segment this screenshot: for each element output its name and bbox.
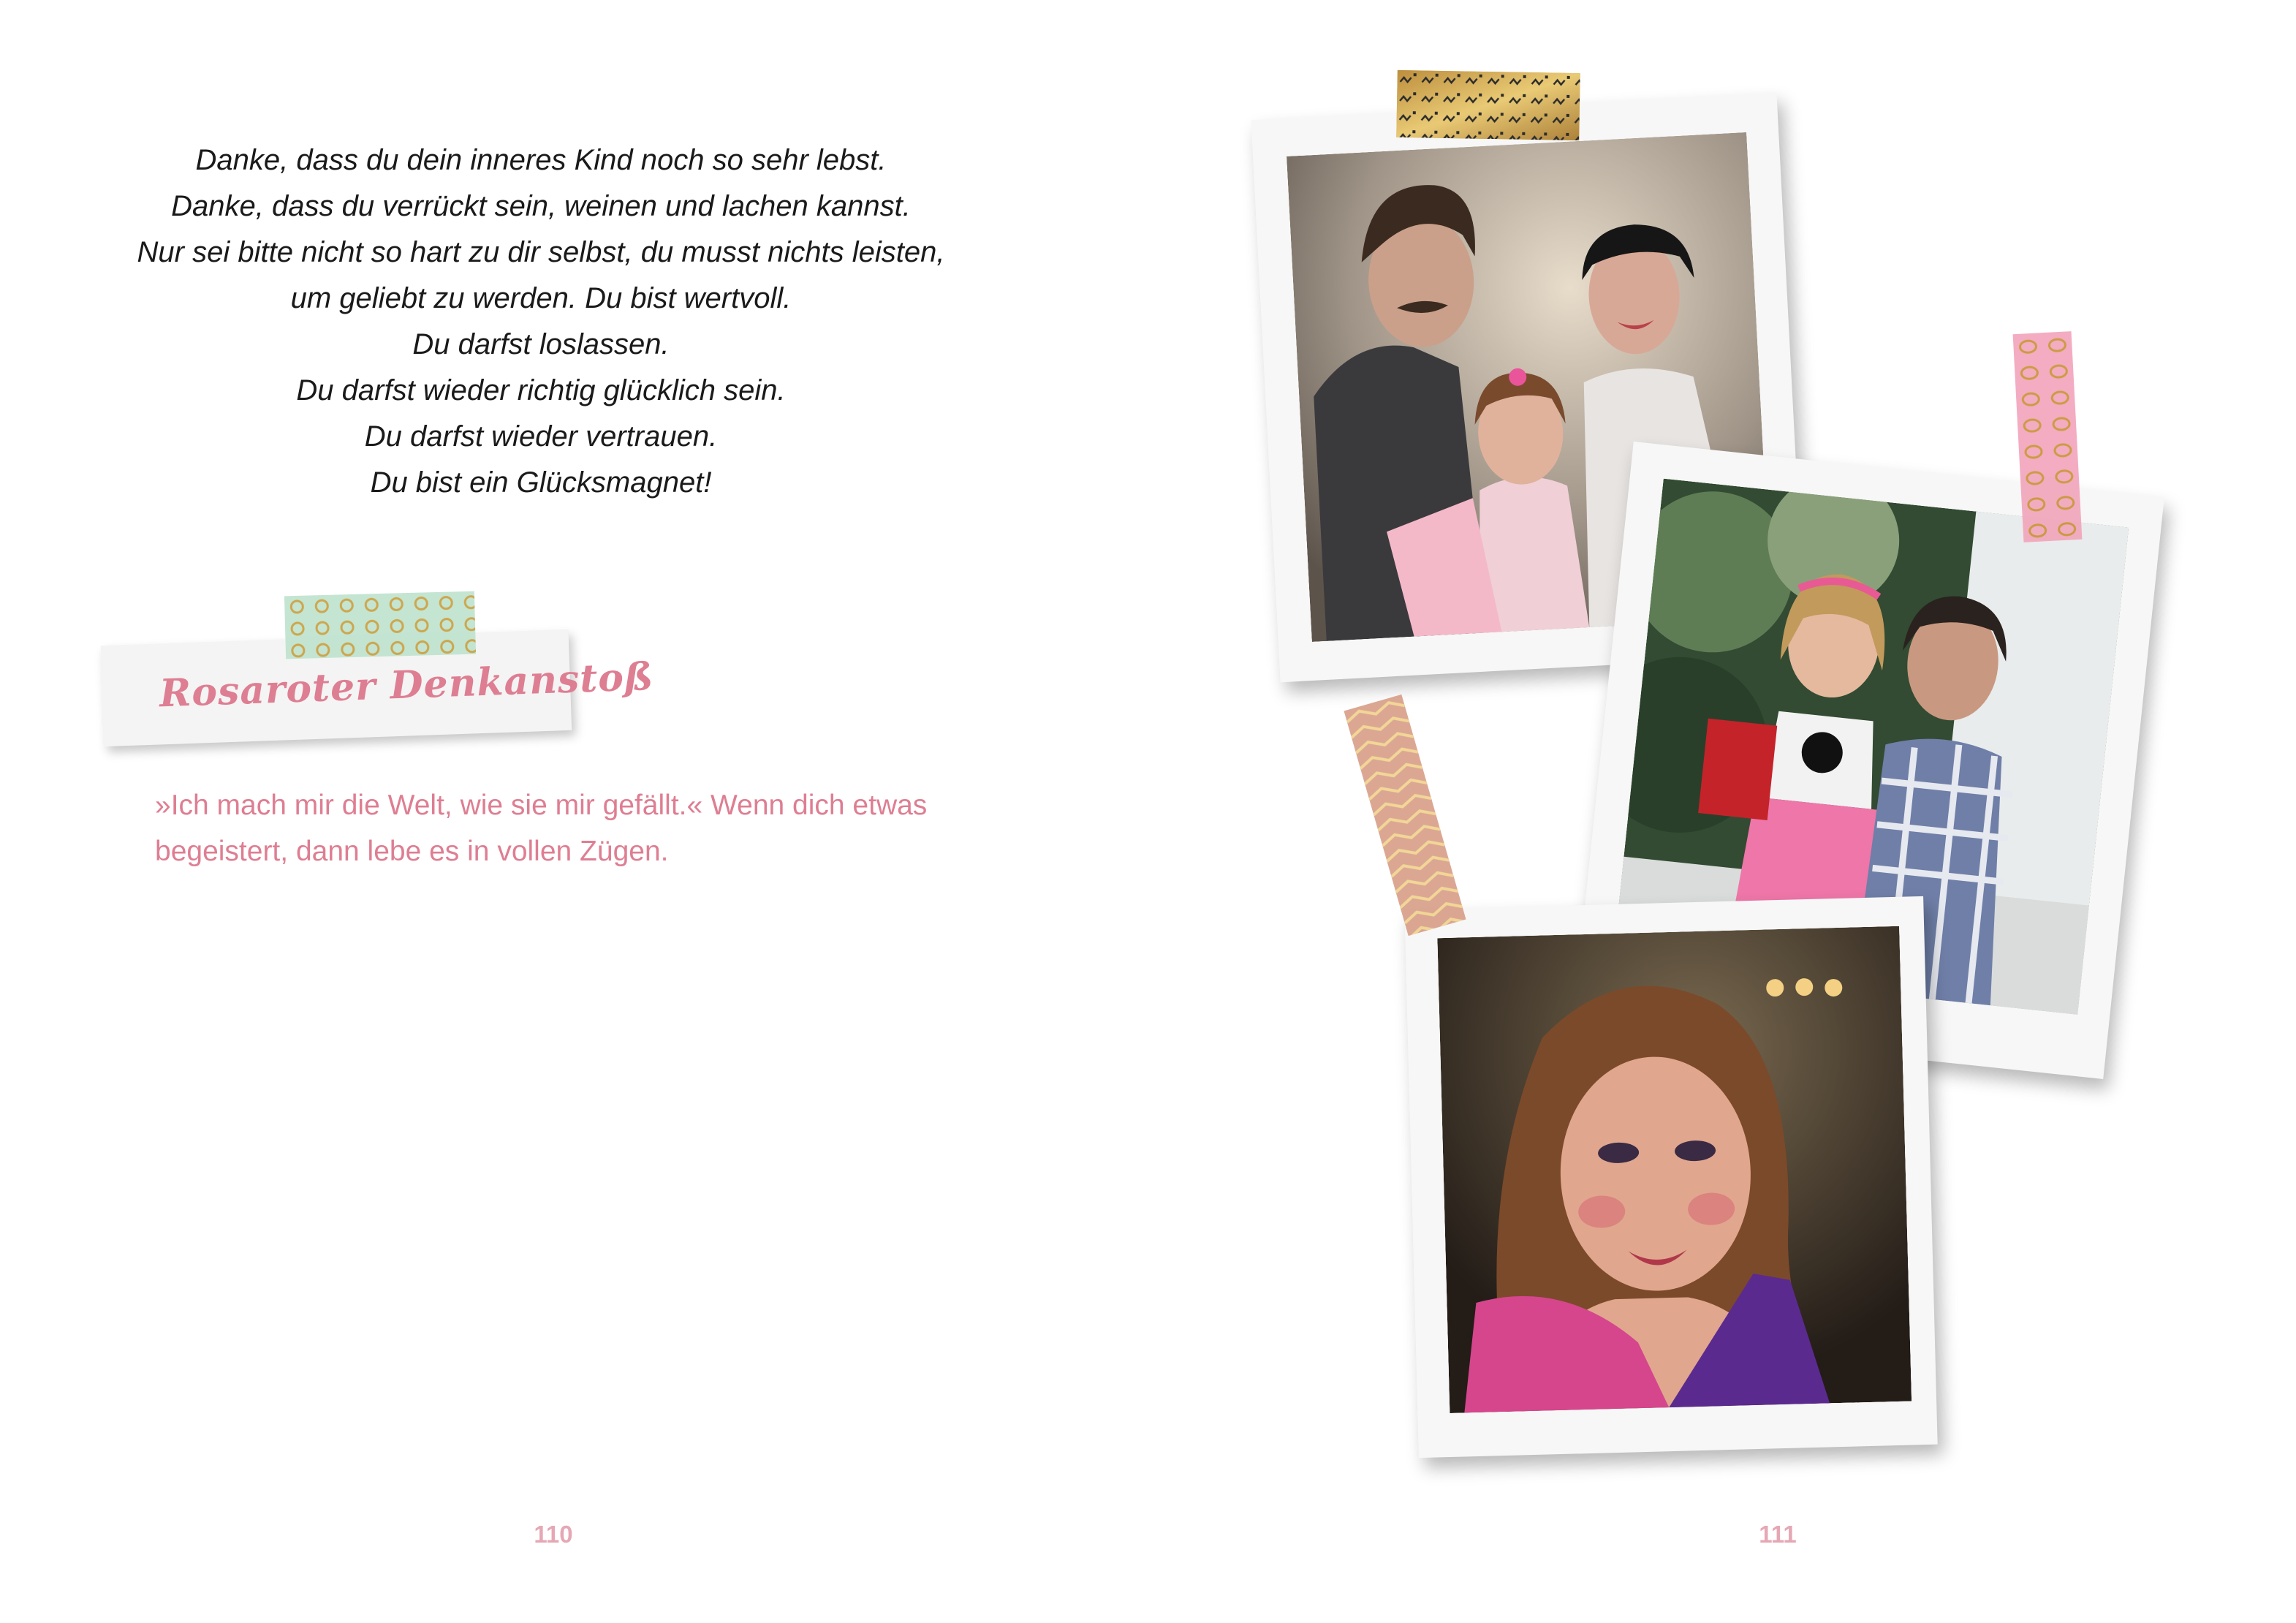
poem-line: Danke, dass du dein inneres Kind noch so sehr lebst.: [195, 144, 887, 176]
poem: [102, 137, 980, 506]
washi-tape-pink: [2013, 331, 2083, 542]
quote-text: [155, 782, 1032, 874]
poem-line: Du darfst wieder vertrauen.: [364, 420, 718, 453]
page-number: 110: [534, 1521, 573, 1548]
quote-line: »Ich mach mir die Welt, wie sie mir gefällt.« Wenn dich etwas: [155, 790, 928, 821]
quote-line: begeistert, dann lebe es in vollen Zügen.: [155, 836, 669, 867]
poem-line: um geliebt zu werden. Du bist wertvoll.: [290, 282, 792, 314]
right-page: [1148, 0, 2296, 1623]
polaroid-costume-portrait: [1404, 896, 1937, 1458]
washi-tape-mint: [284, 591, 476, 659]
poem-line: Danke, dass du verrückt sein, weinen und lachen kannst.: [171, 190, 911, 222]
washi-tape-chevron: [1344, 695, 1466, 936]
costume-photo: [1437, 926, 1912, 1413]
poem-line: Du darfst loslassen.: [412, 328, 670, 360]
poem-line: Du darfst wieder richtig glücklich sein.: [296, 374, 786, 406]
poem-line: Du bist ein Glücksmagnet!: [370, 466, 712, 499]
washi-tape-gold: [1396, 70, 1580, 140]
poem-line: Nur sei bitte nicht so hart zu dir selbst, du musst nichts leisten,: [137, 236, 945, 268]
page-number: 111: [1759, 1521, 1797, 1548]
label-title: Rosaroter Denkanstoß: [159, 654, 655, 716]
